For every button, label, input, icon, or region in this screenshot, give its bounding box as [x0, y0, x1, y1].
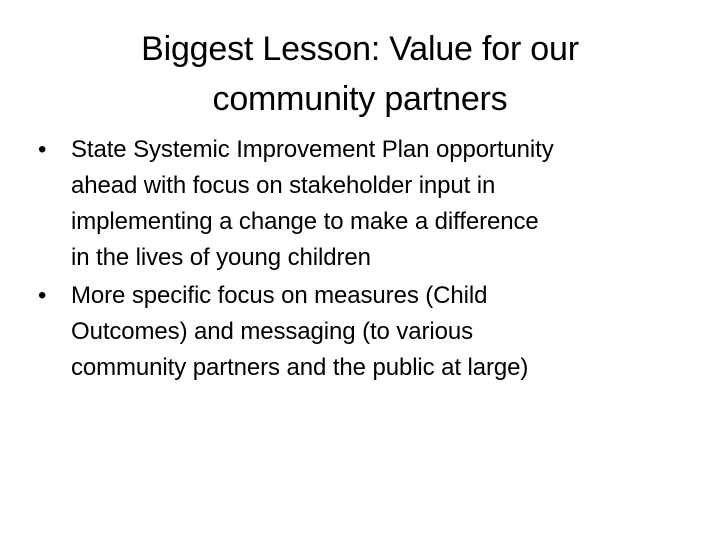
bullet-icon: •	[38, 282, 47, 309]
bullet-text-line: community partners and the public at large)	[71, 354, 529, 381]
bullet-list	[38, 132, 688, 386]
bullet-text-line: ahead with focus on stakeholder input in	[71, 172, 496, 199]
bullet-text-line: State Systemic Improvement Plan opportunity	[71, 136, 554, 163]
bullet-text-line: implementing a change to make a difference	[71, 208, 539, 235]
slide-title	[60, 24, 660, 124]
bullet-text-line: in the lives of young children	[71, 244, 371, 271]
slide-title-line-2: community partners	[212, 80, 508, 118]
bullet-icon: •	[38, 136, 47, 163]
bullet-item-ssip	[38, 132, 688, 276]
slide-title-line-1: Biggest Lesson: Value for our	[141, 30, 579, 68]
bullet-text-line: Outcomes) and messaging (to various	[71, 318, 474, 345]
bullet-text-line: More specific focus on measures (Child	[71, 282, 488, 309]
bullet-item-measures	[38, 278, 688, 386]
